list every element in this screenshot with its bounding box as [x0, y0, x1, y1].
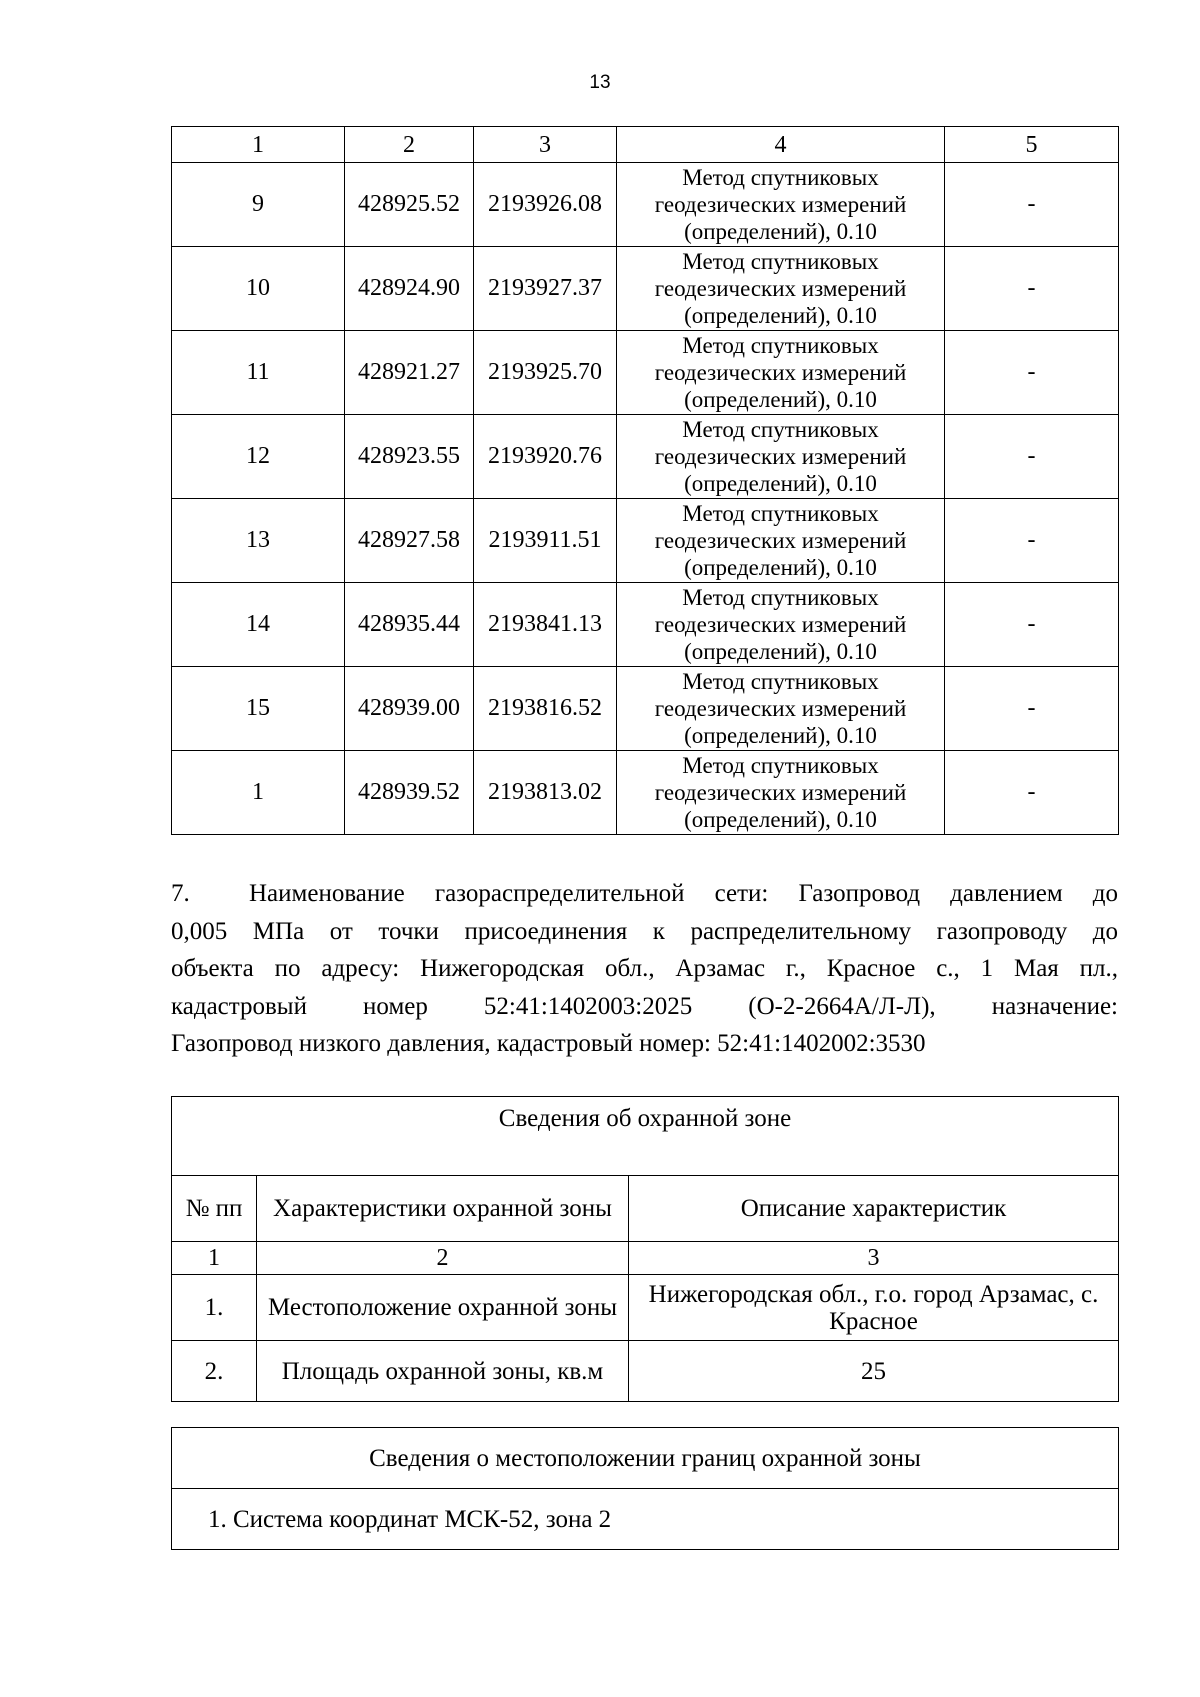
method-line: Метод спутниковых: [682, 501, 879, 526]
column-header: 5: [945, 127, 1119, 163]
column-header: № пп: [172, 1176, 257, 1242]
boundaries-table: [171, 1427, 1119, 1550]
method-line: (определений), 0.10: [684, 387, 877, 412]
method-cell: [617, 415, 945, 499]
method-cell: [617, 583, 945, 667]
coordinate-y: 2193927.37: [474, 247, 617, 331]
dash-cell: -: [945, 499, 1119, 583]
method-line: геодезических измерений: [654, 612, 907, 637]
table-row: [172, 499, 1119, 583]
row-number: 1.: [172, 1275, 257, 1341]
method-line: (определений), 0.10: [684, 219, 877, 244]
characteristic: Местоположение охранной зоны: [257, 1275, 629, 1341]
method-line: геодезических измерений: [654, 780, 907, 805]
coordinate-x: 428923.55: [345, 415, 474, 499]
method-line: геодезических измерений: [654, 276, 907, 301]
dash-cell: -: [945, 751, 1119, 835]
method-line: геодезических измерений: [654, 192, 907, 217]
method-line: геодезических измерений: [654, 696, 907, 721]
method-cell: [617, 163, 945, 247]
coordinate-y: 2193911.51: [474, 499, 617, 583]
method-line: (определений), 0.10: [684, 807, 877, 832]
method-cell: [617, 247, 945, 331]
point-number: 12: [172, 415, 345, 499]
column-number: 3: [629, 1242, 1119, 1275]
table-row: [172, 1341, 1119, 1402]
dash-cell: -: [945, 163, 1119, 247]
column-header: 2: [345, 127, 474, 163]
point-number: 1: [172, 751, 345, 835]
point-number: 10: [172, 247, 345, 331]
method-line: (определений), 0.10: [684, 639, 877, 664]
dash-cell: -: [945, 667, 1119, 751]
point-number: 9: [172, 163, 345, 247]
boundaries-table-title: Сведения о местоположении границ охранной зоны: [172, 1428, 1119, 1489]
row-number: 2.: [172, 1341, 257, 1402]
point-number: 15: [172, 667, 345, 751]
description: 25: [629, 1341, 1119, 1402]
paragraph-line: кадастровый номер 52:41:1402003:2025 (О-2-2664А/Л-Л), назначение:: [171, 992, 1118, 1020]
table-row: [172, 667, 1119, 751]
point-number: 11: [172, 331, 345, 415]
table-row: [172, 415, 1119, 499]
method-line: (определений), 0.10: [684, 303, 877, 328]
section-7-paragraph: [171, 875, 1118, 1063]
coordinate-system: 1. Система координат МСК-52, зона 2: [172, 1489, 1119, 1550]
paragraph-line: 7. Наименование газораспределительной сети: Газопровод давлением до: [171, 875, 1118, 913]
table-row: [172, 331, 1119, 415]
method-cell: [617, 499, 945, 583]
method-line: Метод спутниковых: [682, 249, 879, 274]
method-line: Метод спутниковых: [682, 753, 879, 778]
coordinate-x: 428939.52: [345, 751, 474, 835]
coordinate-x: 428921.27: [345, 331, 474, 415]
column-header: 3: [474, 127, 617, 163]
method-line: Метод спутниковых: [682, 417, 879, 442]
column-header: Характеристики охранной зоны: [257, 1176, 629, 1242]
paragraph-line: объекта по адресу: Нижегородская обл., Арзамас г., Красное с., 1 Мая пл.,: [171, 955, 1118, 982]
coordinate-x: 428924.90: [345, 247, 474, 331]
dash-cell: -: [945, 583, 1119, 667]
coordinate-x: 428925.52: [345, 163, 474, 247]
coordinate-x: 428935.44: [345, 583, 474, 667]
column-header: 4: [617, 127, 945, 163]
method-line: Метод спутниковых: [682, 165, 879, 190]
table-row: [172, 247, 1119, 331]
point-number: 13: [172, 499, 345, 583]
method-line: геодезических измерений: [654, 360, 907, 385]
coordinate-y: 2193841.13: [474, 583, 617, 667]
zone-table-title: Сведения об охранной зоне: [172, 1097, 1119, 1176]
method-cell: [617, 331, 945, 415]
method-cell: [617, 751, 945, 835]
paragraph-line: Газопровод низкого давления, кадастровый номер: 52:41:1402002:3530: [171, 1030, 926, 1057]
method-line: (определений), 0.10: [684, 471, 877, 496]
method-line: (определений), 0.10: [684, 723, 877, 748]
method-line: (определений), 0.10: [684, 555, 877, 580]
dash-cell: -: [945, 331, 1119, 415]
table-row: [172, 583, 1119, 667]
table-header-row: [172, 127, 1119, 163]
table-row: [172, 1275, 1119, 1341]
point-number: 14: [172, 583, 345, 667]
characteristic: Площадь охранной зоны, кв.м: [257, 1341, 629, 1402]
coordinate-y: 2193925.70: [474, 331, 617, 415]
method-line: геодезических измерений: [654, 444, 907, 469]
section-number: 7.: [171, 880, 190, 907]
coordinate-x: 428939.00: [345, 667, 474, 751]
column-header: 1: [172, 127, 345, 163]
coordinate-y: 2193816.52: [474, 667, 617, 751]
page-number: 13: [589, 72, 611, 93]
dash-cell: -: [945, 415, 1119, 499]
protection-zone-table: [171, 1096, 1119, 1402]
column-number: 1: [172, 1242, 257, 1275]
coordinates-table: [171, 126, 1119, 835]
description: Нижегородская обл., г.о. город Арзамас, с. Красное: [629, 1275, 1119, 1341]
method-line: Метод спутниковых: [682, 669, 879, 694]
coordinate-y: 2193926.08: [474, 163, 617, 247]
method-cell: [617, 667, 945, 751]
method-line: Метод спутниковых: [682, 585, 879, 610]
table-row: [172, 751, 1119, 835]
coordinate-y: 2193920.76: [474, 415, 617, 499]
column-header: Описание характеристик: [629, 1176, 1119, 1242]
method-line: геодезических измерений: [654, 528, 907, 553]
coordinate-y: 2193813.02: [474, 751, 617, 835]
paragraph-line: 0,005 МПа от точки присоединения к распределительному газопроводу до: [171, 917, 1118, 945]
table-row: [172, 163, 1119, 247]
column-number: 2: [257, 1242, 629, 1275]
method-line: Метод спутниковых: [682, 333, 879, 358]
dash-cell: -: [945, 247, 1119, 331]
coordinate-x: 428927.58: [345, 499, 474, 583]
